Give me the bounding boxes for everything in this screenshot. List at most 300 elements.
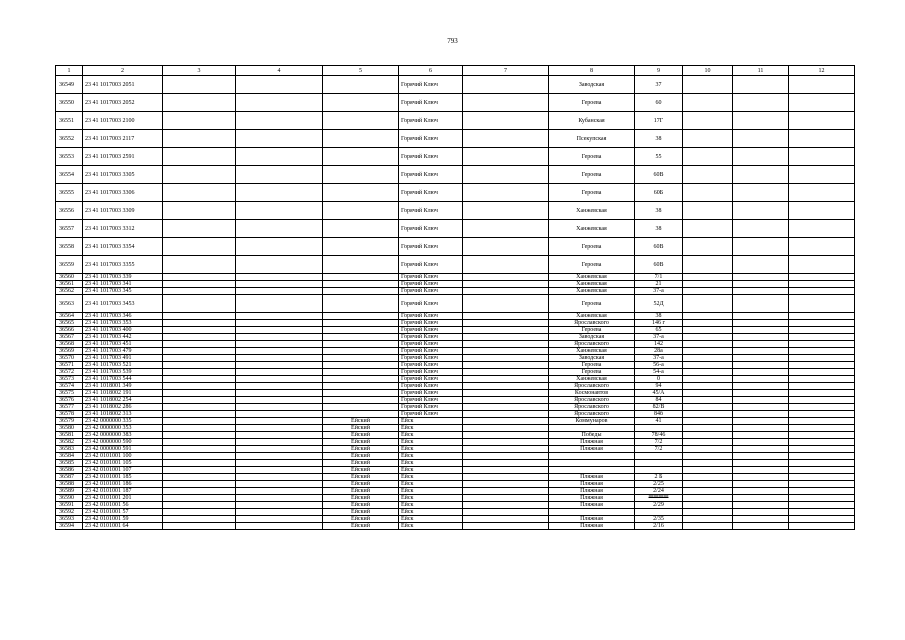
cell-col-11 [733, 256, 789, 274]
column-header: 10 [683, 66, 733, 76]
cell-col-4 [236, 220, 323, 238]
cell-col-9: 38 [635, 220, 683, 238]
cell-col-1: 36590 [56, 495, 83, 502]
cell-col-5: Ейский [323, 481, 399, 488]
cell-col-1: 36592 [56, 509, 83, 516]
cell-col-10 [683, 509, 733, 516]
cell-col-2: 23 42 0101001 57 [83, 509, 163, 516]
cell-col-4 [236, 112, 323, 130]
cell-col-12 [789, 320, 855, 327]
cell-col-7 [463, 411, 549, 418]
cell-col-12 [789, 495, 855, 502]
cell-col-8: Ярославского [549, 320, 635, 327]
cell-col-2: 23 42 0101001 56 [83, 502, 163, 509]
cell-col-3 [163, 467, 236, 474]
cell-col-9 [635, 425, 683, 432]
cell-col-11 [733, 439, 789, 446]
cell-col-10 [683, 184, 733, 202]
cell-col-10 [683, 474, 733, 481]
cell-col-10 [683, 256, 733, 274]
cell-col-1: 36571 [56, 362, 83, 369]
cell-col-10 [683, 327, 733, 334]
cell-col-9: 94 [635, 383, 683, 390]
table-row [56, 327, 855, 334]
cell-col-4 [236, 256, 323, 274]
cell-col-3 [163, 327, 236, 334]
cell-col-7 [463, 474, 549, 481]
cell-col-1: 36579 [56, 418, 83, 425]
cell-col-5: Ейский [323, 467, 399, 474]
cell-col-10 [683, 355, 733, 362]
cell-col-4 [236, 281, 323, 288]
cell-col-4 [236, 453, 323, 460]
cell-col-3 [163, 295, 236, 313]
cell-col-12 [789, 202, 855, 220]
table-row [56, 509, 855, 516]
cell-col-9: 37-а [635, 334, 683, 341]
cell-col-10 [683, 411, 733, 418]
cell-col-9: 45/А [635, 390, 683, 397]
cell-col-12 [789, 256, 855, 274]
cell-col-11 [733, 76, 789, 94]
cell-col-6: Ейск [399, 439, 463, 446]
cell-col-11 [733, 516, 789, 523]
cell-col-10 [683, 238, 733, 256]
cell-col-11 [733, 453, 789, 460]
cell-col-11 [733, 274, 789, 281]
cell-col-11 [733, 481, 789, 488]
cell-col-9 [635, 467, 683, 474]
cell-col-4 [236, 460, 323, 467]
cell-col-6: Горячий Ключ [399, 112, 463, 130]
column-header: 8 [549, 66, 635, 76]
cell-col-8: Ханжевская [549, 281, 635, 288]
cell-col-3 [163, 220, 236, 238]
cell-col-3 [163, 495, 236, 502]
cell-col-9: 54-а [635, 369, 683, 376]
table-row [56, 238, 855, 256]
cell-col-12 [789, 390, 855, 397]
cell-col-6: Ейск [399, 467, 463, 474]
cell-col-1: 36586 [56, 467, 83, 474]
cell-col-7 [463, 238, 549, 256]
cell-col-10 [683, 376, 733, 383]
cell-col-8: Героева [549, 327, 635, 334]
table-row [56, 432, 855, 439]
cell-col-4 [236, 334, 323, 341]
cell-col-4 [236, 238, 323, 256]
cell-col-11 [733, 376, 789, 383]
cell-col-4 [236, 425, 323, 432]
cell-col-12 [789, 446, 855, 453]
table-row [56, 130, 855, 148]
cell-col-3 [163, 418, 236, 425]
cell-col-2: 23 42 0101001 107 [83, 467, 163, 474]
cell-col-5 [323, 355, 399, 362]
cell-col-2: 23 41 1017003 2117 [83, 130, 163, 148]
cell-col-1: 36554 [56, 166, 83, 184]
cell-col-4 [236, 202, 323, 220]
cell-col-1: 36589 [56, 488, 83, 495]
cell-col-1: 36549 [56, 76, 83, 94]
table-row [56, 390, 855, 397]
cell-col-12 [789, 502, 855, 509]
cell-col-2: 23 41 1018002 191 [83, 390, 163, 397]
cell-col-7 [463, 397, 549, 404]
cell-col-2: 23 41 1017003 3355 [83, 256, 163, 274]
cell-col-5 [323, 202, 399, 220]
cell-col-6: Горячий Ключ [399, 288, 463, 295]
cell-col-11 [733, 404, 789, 411]
cell-col-5 [323, 341, 399, 348]
table-row [56, 202, 855, 220]
cell-col-2: 23 42 0000000 591 [83, 446, 163, 453]
cell-col-12 [789, 348, 855, 355]
cell-col-10 [683, 220, 733, 238]
cell-col-12 [789, 509, 855, 516]
cell-col-11 [733, 460, 789, 467]
cell-col-1: 36588 [56, 481, 83, 488]
cell-col-9: 2/16 [635, 523, 683, 530]
cell-col-12 [789, 523, 855, 530]
cell-col-4 [236, 166, 323, 184]
cell-col-2: 23 41 1017003 3306 [83, 184, 163, 202]
cell-col-6: Горячий Ключ [399, 383, 463, 390]
cell-col-7 [463, 94, 549, 112]
cell-col-2: 23 42 0101001 64 [83, 523, 163, 530]
table-row [56, 348, 855, 355]
cell-col-4 [236, 481, 323, 488]
cell-col-2: 23 41 1017003 3354 [83, 238, 163, 256]
cell-col-6: Ейск [399, 488, 463, 495]
cell-col-10 [683, 502, 733, 509]
cell-col-9: 2/24 [635, 488, 683, 495]
cell-col-6: Горячий Ключ [399, 76, 463, 94]
column-header: 5 [323, 66, 399, 76]
cell-col-5 [323, 220, 399, 238]
cell-col-3 [163, 288, 236, 295]
table-body [56, 76, 855, 530]
cell-col-11 [733, 184, 789, 202]
cell-col-8: Кубанская [549, 112, 635, 130]
cell-col-12 [789, 288, 855, 295]
cell-col-9: 2/35 [635, 516, 683, 523]
cell-col-7 [463, 362, 549, 369]
cell-col-4 [236, 432, 323, 439]
cell-col-5 [323, 295, 399, 313]
cell-col-11 [733, 390, 789, 397]
cell-col-6: Ейск [399, 474, 463, 481]
cell-col-5: Ейский [323, 425, 399, 432]
cell-col-3 [163, 474, 236, 481]
cell-col-1: 36574 [56, 383, 83, 390]
cell-col-8: Героева [549, 238, 635, 256]
cell-col-7 [463, 432, 549, 439]
cell-col-10 [683, 523, 733, 530]
cell-col-1: 36558 [56, 238, 83, 256]
cell-col-6: Горячий Ключ [399, 355, 463, 362]
cell-col-2: 23 41 1017003 3309 [83, 202, 163, 220]
cell-col-4 [236, 502, 323, 509]
cell-col-5: Ейский [323, 495, 399, 502]
cell-col-3 [163, 334, 236, 341]
cell-col-9: 7/2 [635, 439, 683, 446]
cell-col-4 [236, 341, 323, 348]
cell-col-4 [236, 274, 323, 281]
cell-col-5: Ейский [323, 439, 399, 446]
cell-col-8 [549, 467, 635, 474]
cell-col-5 [323, 390, 399, 397]
cell-col-5 [323, 281, 399, 288]
cell-col-1: 36561 [56, 281, 83, 288]
cell-col-7 [463, 288, 549, 295]
cell-col-1: 36583 [56, 446, 83, 453]
table-row [56, 481, 855, 488]
cell-col-3 [163, 348, 236, 355]
cell-col-7 [463, 327, 549, 334]
cell-col-2: 23 41 1018001 349 [83, 383, 163, 390]
cell-col-7 [463, 390, 549, 397]
cell-col-12 [789, 439, 855, 446]
cell-col-8: Пляжная [549, 474, 635, 481]
cell-col-2: 23 41 1017003 3312 [83, 220, 163, 238]
cell-col-10 [683, 112, 733, 130]
cell-col-12 [789, 488, 855, 495]
cell-col-11 [733, 148, 789, 166]
cell-col-6: Горячий Ключ [399, 313, 463, 320]
cell-col-9: 7/1 [635, 274, 683, 281]
cell-col-4 [236, 348, 323, 355]
cell-col-10 [683, 460, 733, 467]
cell-col-3 [163, 432, 236, 439]
cell-col-11 [733, 411, 789, 418]
cell-col-10 [683, 348, 733, 355]
cell-col-12 [789, 148, 855, 166]
cell-col-7 [463, 495, 549, 502]
cell-col-6: Ейск [399, 460, 463, 467]
cell-col-2: 23 42 0000000 383 [83, 432, 163, 439]
cell-col-10 [683, 495, 733, 502]
cell-col-3 [163, 411, 236, 418]
cell-col-1: 36594 [56, 523, 83, 530]
table-row [56, 376, 855, 383]
cell-col-6: Горячий Ключ [399, 281, 463, 288]
cell-col-9: 60Б [635, 184, 683, 202]
cell-col-8: Героева [549, 369, 635, 376]
cell-col-7 [463, 439, 549, 446]
cell-col-9: 2/25 [635, 481, 683, 488]
cell-col-5 [323, 256, 399, 274]
table-row [56, 274, 855, 281]
table-row [56, 404, 855, 411]
cell-col-8: Героева [549, 148, 635, 166]
cell-col-6: Горячий Ключ [399, 376, 463, 383]
cell-col-6: Горячий Ключ [399, 404, 463, 411]
cell-col-12 [789, 418, 855, 425]
cell-col-11 [733, 202, 789, 220]
cell-col-12 [789, 341, 855, 348]
cell-col-6: Ейск [399, 425, 463, 432]
cell-col-4 [236, 474, 323, 481]
cell-col-1: 36577 [56, 404, 83, 411]
cell-col-6: Горячий Ключ [399, 184, 463, 202]
table-row [56, 383, 855, 390]
cell-col-11 [733, 425, 789, 432]
cell-col-9: 2/29 [635, 502, 683, 509]
cell-col-1: 36555 [56, 184, 83, 202]
cell-col-2: 23 42 0000000 590 [83, 439, 163, 446]
cell-col-9: 37 [635, 76, 683, 94]
cell-col-7 [463, 418, 549, 425]
cell-col-11 [733, 362, 789, 369]
cell-col-10 [683, 313, 733, 320]
cell-col-12 [789, 453, 855, 460]
cell-col-11 [733, 355, 789, 362]
cell-col-9: 38 [635, 313, 683, 320]
cell-col-8: Пляжная [549, 495, 635, 502]
cell-col-8: Ханжевская [549, 220, 635, 238]
register-table [55, 65, 855, 530]
cell-col-3 [163, 502, 236, 509]
cell-col-12 [789, 516, 855, 523]
cell-col-6: Ейск [399, 509, 463, 516]
table-row [56, 94, 855, 112]
cell-col-6: Ейск [399, 495, 463, 502]
cell-col-11 [733, 94, 789, 112]
table-row [56, 502, 855, 509]
table-row [56, 523, 855, 530]
cell-col-10 [683, 362, 733, 369]
cell-col-5: Ейский [323, 523, 399, 530]
cell-col-11 [733, 334, 789, 341]
cell-col-9: ######## [635, 495, 683, 502]
cell-col-5 [323, 288, 399, 295]
table-row [56, 460, 855, 467]
cell-col-8: Ярославского [549, 383, 635, 390]
cell-col-5 [323, 404, 399, 411]
cell-col-12 [789, 369, 855, 376]
cell-col-2: 23 41 1017003 3453 [83, 295, 163, 313]
cell-col-8: Ярославского [549, 404, 635, 411]
cell-col-12 [789, 238, 855, 256]
cell-col-6: Горячий Ключ [399, 390, 463, 397]
cell-col-4 [236, 516, 323, 523]
cell-col-1: 36560 [56, 274, 83, 281]
cell-col-2: 23 41 1017003 451 [83, 341, 163, 348]
cell-col-7 [463, 76, 549, 94]
cell-col-1: 36570 [56, 355, 83, 362]
cell-col-3 [163, 362, 236, 369]
cell-col-12 [789, 355, 855, 362]
cell-col-1: 36556 [56, 202, 83, 220]
cell-col-4 [236, 509, 323, 516]
cell-col-7 [463, 341, 549, 348]
cell-col-7 [463, 166, 549, 184]
table-row [56, 166, 855, 184]
cell-col-12 [789, 76, 855, 94]
cell-col-2: 23 41 1017003 544 [83, 376, 163, 383]
cell-col-9: 2 Б [635, 474, 683, 481]
cell-col-3 [163, 516, 236, 523]
cell-col-6: Горячий Ключ [399, 148, 463, 166]
cell-col-8 [549, 425, 635, 432]
cell-col-12 [789, 481, 855, 488]
cell-col-1: 36591 [56, 502, 83, 509]
cell-col-3 [163, 94, 236, 112]
cell-col-12 [789, 130, 855, 148]
cell-col-11 [733, 446, 789, 453]
cell-col-9: 60В [635, 166, 683, 184]
table-row [56, 369, 855, 376]
cell-col-5: Ейский [323, 432, 399, 439]
cell-col-10 [683, 320, 733, 327]
cell-col-7 [463, 202, 549, 220]
cell-col-10 [683, 369, 733, 376]
cell-col-11 [733, 348, 789, 355]
cell-col-9: 56-а [635, 362, 683, 369]
cell-col-11 [733, 281, 789, 288]
cell-col-8: Героева [549, 94, 635, 112]
cell-col-5 [323, 76, 399, 94]
cell-col-1: 36551 [56, 112, 83, 130]
cell-col-6: Горячий Ключ [399, 411, 463, 418]
cell-col-6: Горячий Ключ [399, 295, 463, 313]
cell-col-1: 36565 [56, 320, 83, 327]
cell-col-8: Героева [549, 166, 635, 184]
cell-col-6: Горячий Ключ [399, 166, 463, 184]
cell-col-4 [236, 355, 323, 362]
cell-col-6: Горячий Ключ [399, 397, 463, 404]
cell-col-3 [163, 523, 236, 530]
cell-col-4 [236, 467, 323, 474]
cell-col-2: 23 42 0101001 186 [83, 481, 163, 488]
cell-col-10 [683, 488, 733, 495]
cell-col-12 [789, 313, 855, 320]
cell-col-5 [323, 94, 399, 112]
cell-col-9: 65 [635, 327, 683, 334]
cell-col-6: Горячий Ключ [399, 202, 463, 220]
cell-col-3 [163, 460, 236, 467]
cell-col-11 [733, 112, 789, 130]
table-row [56, 295, 855, 313]
cell-col-11 [733, 432, 789, 439]
cell-col-6: Ейск [399, 453, 463, 460]
cell-col-10 [683, 383, 733, 390]
cell-col-3 [163, 509, 236, 516]
cell-col-3 [163, 313, 236, 320]
cell-col-5: Ейский [323, 509, 399, 516]
table-row [56, 220, 855, 238]
cell-col-8: Ярославского [549, 397, 635, 404]
cell-col-12 [789, 425, 855, 432]
cell-col-12 [789, 404, 855, 411]
cell-col-3 [163, 202, 236, 220]
cell-col-1: 36564 [56, 313, 83, 320]
cell-col-4 [236, 376, 323, 383]
cell-col-5 [323, 369, 399, 376]
page-number: 793 [447, 37, 458, 45]
cell-col-1: 36573 [56, 376, 83, 383]
cell-col-12 [789, 474, 855, 481]
cell-col-11 [733, 509, 789, 516]
cell-col-10 [683, 166, 733, 184]
cell-col-5: Ейский [323, 474, 399, 481]
cell-col-3 [163, 130, 236, 148]
cell-col-9: 84 [635, 397, 683, 404]
cell-col-9: 60В [635, 256, 683, 274]
cell-col-9: 78/46 [635, 432, 683, 439]
cell-col-8 [549, 460, 635, 467]
